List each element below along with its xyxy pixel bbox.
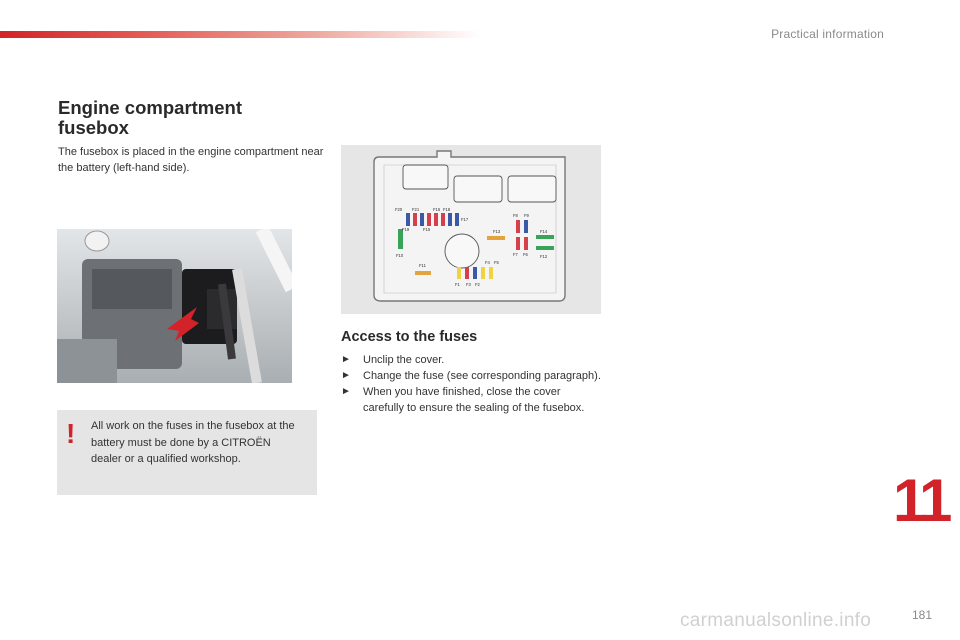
fuse-label-f18: F18 <box>443 207 451 212</box>
fuse-label-f2: F2 <box>475 282 480 287</box>
fuse-label-f9: F9 <box>524 213 529 218</box>
page-title: Engine compartment fusebox <box>58 97 242 138</box>
fuse-label-f14: F14 <box>540 229 548 234</box>
fuse-label-f19: F19 <box>402 227 410 232</box>
engine-bay-illustration <box>57 229 292 383</box>
fuse-label-f15: F15 <box>423 227 431 232</box>
engine-bay-photo <box>57 229 292 383</box>
fusebox-diagram <box>341 145 601 314</box>
warning-text: All work on the fuses in the fusebox at the battery must be done by a CITROËN dealer or a qualified workshop. <box>91 420 295 465</box>
fuse-label-f1: F1 <box>455 282 460 287</box>
section-title: Practical information <box>771 27 884 41</box>
list-item: ► Change the fuse (see corresponding paragraph). <box>341 370 601 382</box>
header-color-bar <box>0 31 480 38</box>
fuse-label-f20: F20 <box>395 207 403 212</box>
fuse-label-f13: F13 <box>493 229 501 234</box>
fuse-label-f6: F6 <box>523 252 528 257</box>
fuse-label-f7: F7 <box>513 252 518 257</box>
warning-icon: ! <box>66 418 76 449</box>
warning-box <box>57 410 317 495</box>
intro-paragraph: The fusebox is placed in the engine compartment near the battery (left-hand side). <box>58 146 324 174</box>
watermark: carmanualsonline.info <box>680 610 872 631</box>
fuse-label-f16: F16 <box>433 207 441 212</box>
list-item: ► When you have finished, close the cover carefully to ensure the sealing of the fusebox. <box>341 386 585 414</box>
pointer-icon: ► <box>341 370 351 381</box>
pointer-icon: ► <box>341 386 351 397</box>
fuse-label-f4: F4 <box>485 260 490 265</box>
fuse-label-f12: F12 <box>540 254 548 259</box>
list-item: ► Unclip the cover. <box>341 354 445 366</box>
fuse-label-f5: F5 <box>494 260 499 265</box>
fuse-label-f11: F11 <box>419 263 426 268</box>
fusebox-drawing <box>341 145 601 314</box>
fuse-label-f17: F17 <box>461 217 469 222</box>
fuse-label-f10: F10 <box>396 253 404 258</box>
fuse-label-f3: F3 <box>466 282 471 287</box>
access-steps <box>341 352 601 416</box>
chapter-number: 11 <box>893 467 949 534</box>
pointer-icon: ► <box>341 354 351 365</box>
fuse-label-f21: F21 <box>412 207 420 212</box>
fuse-label-f8: F8 <box>513 213 518 218</box>
page-number: 181 <box>911 608 932 622</box>
access-heading: Access to the fuses <box>341 329 478 345</box>
